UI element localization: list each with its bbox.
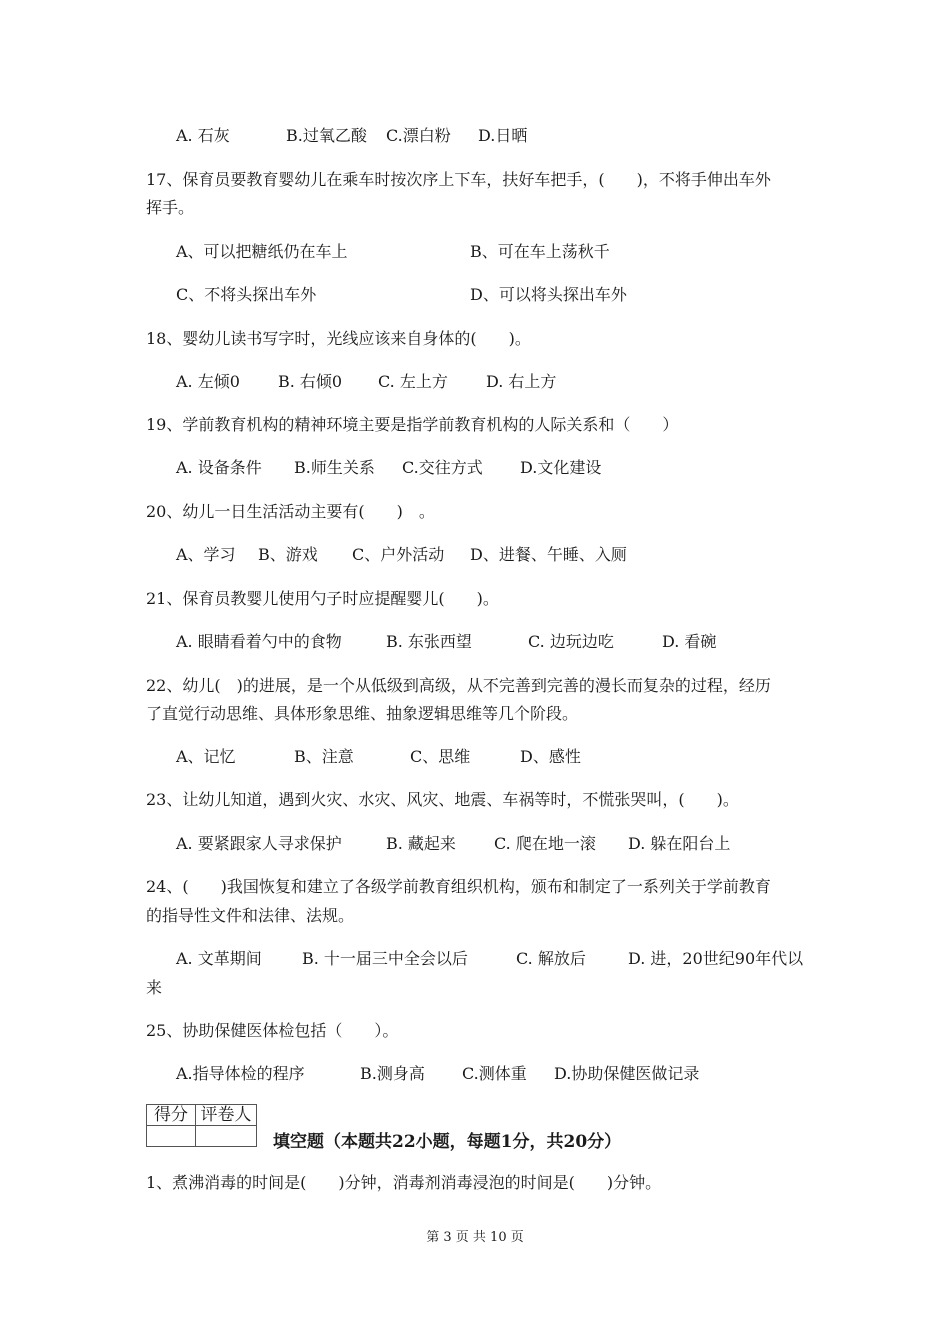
q24-option-d-continued: 来 <box>146 978 163 997</box>
q16-option-b: B.过氧乙酸 <box>286 126 367 145</box>
q18-text: 18、婴幼儿读书写字时，光线应该来自身体的( )。 <box>146 329 531 348</box>
q16-option-d: D.日晒 <box>478 126 528 145</box>
q20-option-a: A、学习 <box>176 545 236 564</box>
q22-option-d: D、感性 <box>520 747 581 766</box>
q18-option-b: B. 右倾0 <box>278 372 343 391</box>
q22-text-line2: 了直觉行动思维、具体形象思维、抽象逻辑思维等几个阶段。 <box>146 704 579 723</box>
q19-option-c: C.交往方式 <box>402 458 483 477</box>
q25-option-a: A.指导体检的程序 <box>176 1064 305 1083</box>
page-footer: 第 3 页 共 10 页 <box>426 1230 524 1245</box>
q19-option-b: B.师生关系 <box>294 458 375 477</box>
q20-option-c: C、户外活动 <box>352 545 445 564</box>
q17-option-c: C、不将头探出车外 <box>176 285 317 304</box>
q24-option-a: A. 文革期间 <box>176 949 262 968</box>
q21-option-a: A. 眼睛看着勺中的食物 <box>176 632 342 651</box>
reviewer-label: 评卷人 <box>196 1105 257 1126</box>
q21-option-d: D. 看碗 <box>662 632 717 651</box>
q19-text: 19、学前教育机构的精神环境主要是指学前教育机构的人际关系和（ ） <box>146 415 679 434</box>
reviewer-cell <box>196 1126 257 1147</box>
q20-option-d: D、进餐、午睡、入厕 <box>470 545 627 564</box>
q20-option-b: B、游戏 <box>258 545 318 564</box>
q25-option-d: D.协助保健医做记录 <box>554 1064 700 1083</box>
q24-text-line2: 的指导性文件和法律、法规。 <box>146 906 355 925</box>
q22-option-c: C、思维 <box>410 747 471 766</box>
q24-option-b: B. 十一届三中全会以后 <box>302 949 468 968</box>
q17-text-line1: 17、保育员要教育婴幼儿在乘车时按次序上下车，扶好车把手，( )，不将手伸出车外 <box>146 170 771 189</box>
q23-option-c: C. 爬在地一滚 <box>494 834 596 853</box>
q17-option-a: A、可以把糖纸仍在车上 <box>176 242 348 261</box>
q21-option-c: C. 边玩边吃 <box>528 632 614 651</box>
q17-option-d: D、可以将头探出车外 <box>470 285 627 304</box>
q22-option-a: A、记忆 <box>176 747 236 766</box>
q23-option-a: A. 要紧跟家人寻求保护 <box>176 834 342 853</box>
q21-option-b: B. 东张西望 <box>386 632 472 651</box>
fill1-text: 1、煮沸消毒的时间是( )分钟，消毒剂消毒浸泡的时间是( )分钟。 <box>146 1173 662 1192</box>
q19-option-d: D.文化建设 <box>520 458 602 477</box>
q19-option-a: A. 设备条件 <box>176 458 262 477</box>
q18-option-a: A. 左倾0 <box>176 372 240 391</box>
q23-option-b: B. 藏起来 <box>386 834 456 853</box>
q18-option-d: D. 右上方 <box>486 372 557 391</box>
q25-option-c: C.测体重 <box>462 1064 527 1083</box>
q17-option-b: B、可在车上荡秋千 <box>470 242 610 261</box>
q24-option-d: D. 进，20世纪90年代以 <box>628 949 804 968</box>
score-label: 得分 <box>147 1105 196 1126</box>
score-box <box>146 1104 257 1147</box>
q25-text: 25、协助保健医体检包括（ ）。 <box>146 1021 399 1040</box>
q22-text-line1: 22、幼儿( )的进展，是一个从低级到高级，从不完善到完善的漫长而复杂的过程，经历 <box>146 676 771 695</box>
q24-option-c: C. 解放后 <box>516 949 586 968</box>
q23-text: 23、让幼儿知道，遇到火灾、水灾、风灾、地震、车祸等时，不慌张哭叫，( )。 <box>146 790 739 809</box>
q16-option-a: A. 石灰 <box>176 126 230 145</box>
q22-option-b: B、注意 <box>294 747 354 766</box>
section-title: 填空题（本题共22小题，每题1分，共20分） <box>273 1132 622 1152</box>
q25-option-b: B.测身高 <box>360 1064 425 1083</box>
q17-text-line2: 挥手。 <box>146 198 195 217</box>
q24-text-line1: 24、( )我国恢复和建立了各级学前教育组织机构，颁布和制定了一系列关于学前教育 <box>146 877 771 896</box>
q18-option-c: C. 左上方 <box>378 372 448 391</box>
q21-text: 21、保育员教婴儿使用勺子时应提醒婴儿( )。 <box>146 589 499 608</box>
q20-text: 20、幼儿一日生活活动主要有( ) 。 <box>146 502 435 521</box>
q16-option-c: C.漂白粉 <box>386 126 451 145</box>
score-cell <box>147 1126 196 1147</box>
q23-option-d: D. 躲在阳台上 <box>628 834 731 853</box>
